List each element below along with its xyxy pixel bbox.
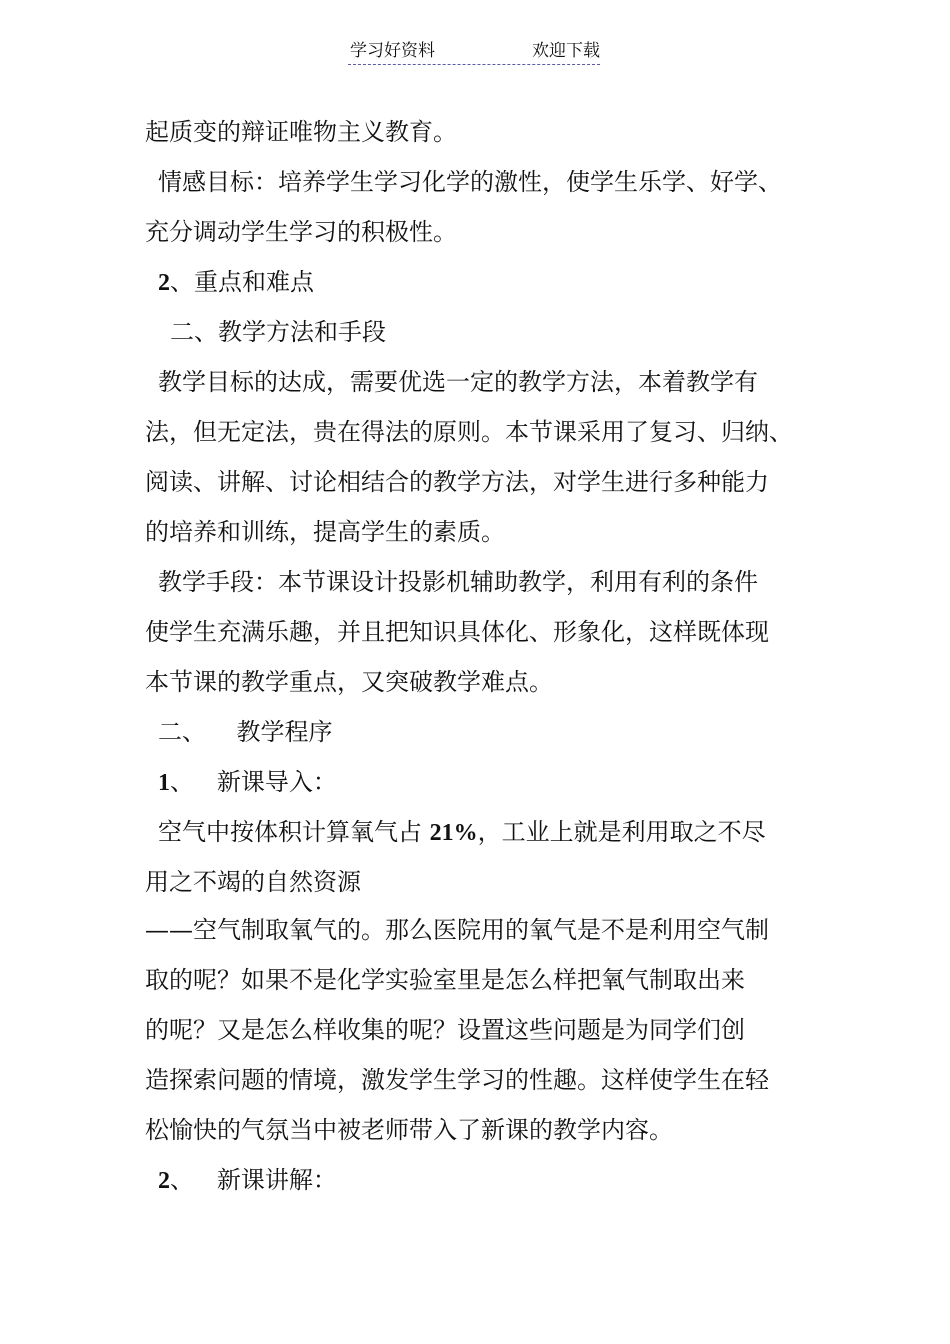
text-line-2: 情感目标：培养学生学习化学的激性，使学生乐学、好学、 [158,168,782,196]
section-heading-procedure: 二、 教学程序 [158,718,333,746]
text-line-3: 充分调动学生学习的积极性。 [145,218,457,246]
section-heading-key-points: 2、重点和难点 [158,268,314,296]
text-line-18: 取的呢？如果不是化学实验室里是怎么样把氧气制取出来 [145,966,745,994]
text-line-6: 教学目标的达成，需要优选一定的教学方法，本着教学有 [158,368,758,396]
text-line-11: 使学生充满乐趣，并且把知识具体化、形象化，这样既体现 [145,618,769,646]
subheading-new-lesson-intro: 1、 新课导入： [158,768,337,796]
text-line-20: 造探索问题的情境，激发学生学习的性趣。这样使学生在轻 [145,1066,769,1094]
subheading-new-lesson-explanation: 2、 新课讲解： [158,1166,337,1194]
header-right-text: 欢迎下载 [532,41,600,61]
section-heading-methods: 二、教学方法和手段 [170,318,386,346]
text-line-15: 空气中按体积计算氧气占 21%，工业上就是利用取之不尽 [158,818,766,846]
text-line-21: 松愉快的气氛当中被老师带入了新课的教学内容。 [145,1116,673,1144]
header-left-text: 学习好资料 [350,41,435,61]
text-line-12: 本节课的教学重点，又突破教学难点。 [145,668,553,696]
text-line-1: 起质变的辩证唯物主义教育。 [145,118,457,146]
text-line-8: 阅读、讲解、讨论相结合的教学方法，对学生进行多种能力 [145,468,769,496]
page-header [348,38,600,65]
text-line-17: ——空气制取氧气的。那么医院用的氧气是不是利用空气制 [145,916,769,944]
text-line-16: 用之不竭的自然资源 [145,868,361,896]
text-line-10: 教学手段：本节课设计投影机辅助教学，利用有利的条件 [158,568,758,596]
text-line-7: 法，但无定法，贵在得法的原则。本节课采用了复习、归纳、 [145,418,793,446]
text-line-9: 的培养和训练，提高学生的素质。 [145,518,505,546]
text-line-19: 的呢？又是怎么样收集的呢？设置这些问题是为同学们创 [145,1016,745,1044]
